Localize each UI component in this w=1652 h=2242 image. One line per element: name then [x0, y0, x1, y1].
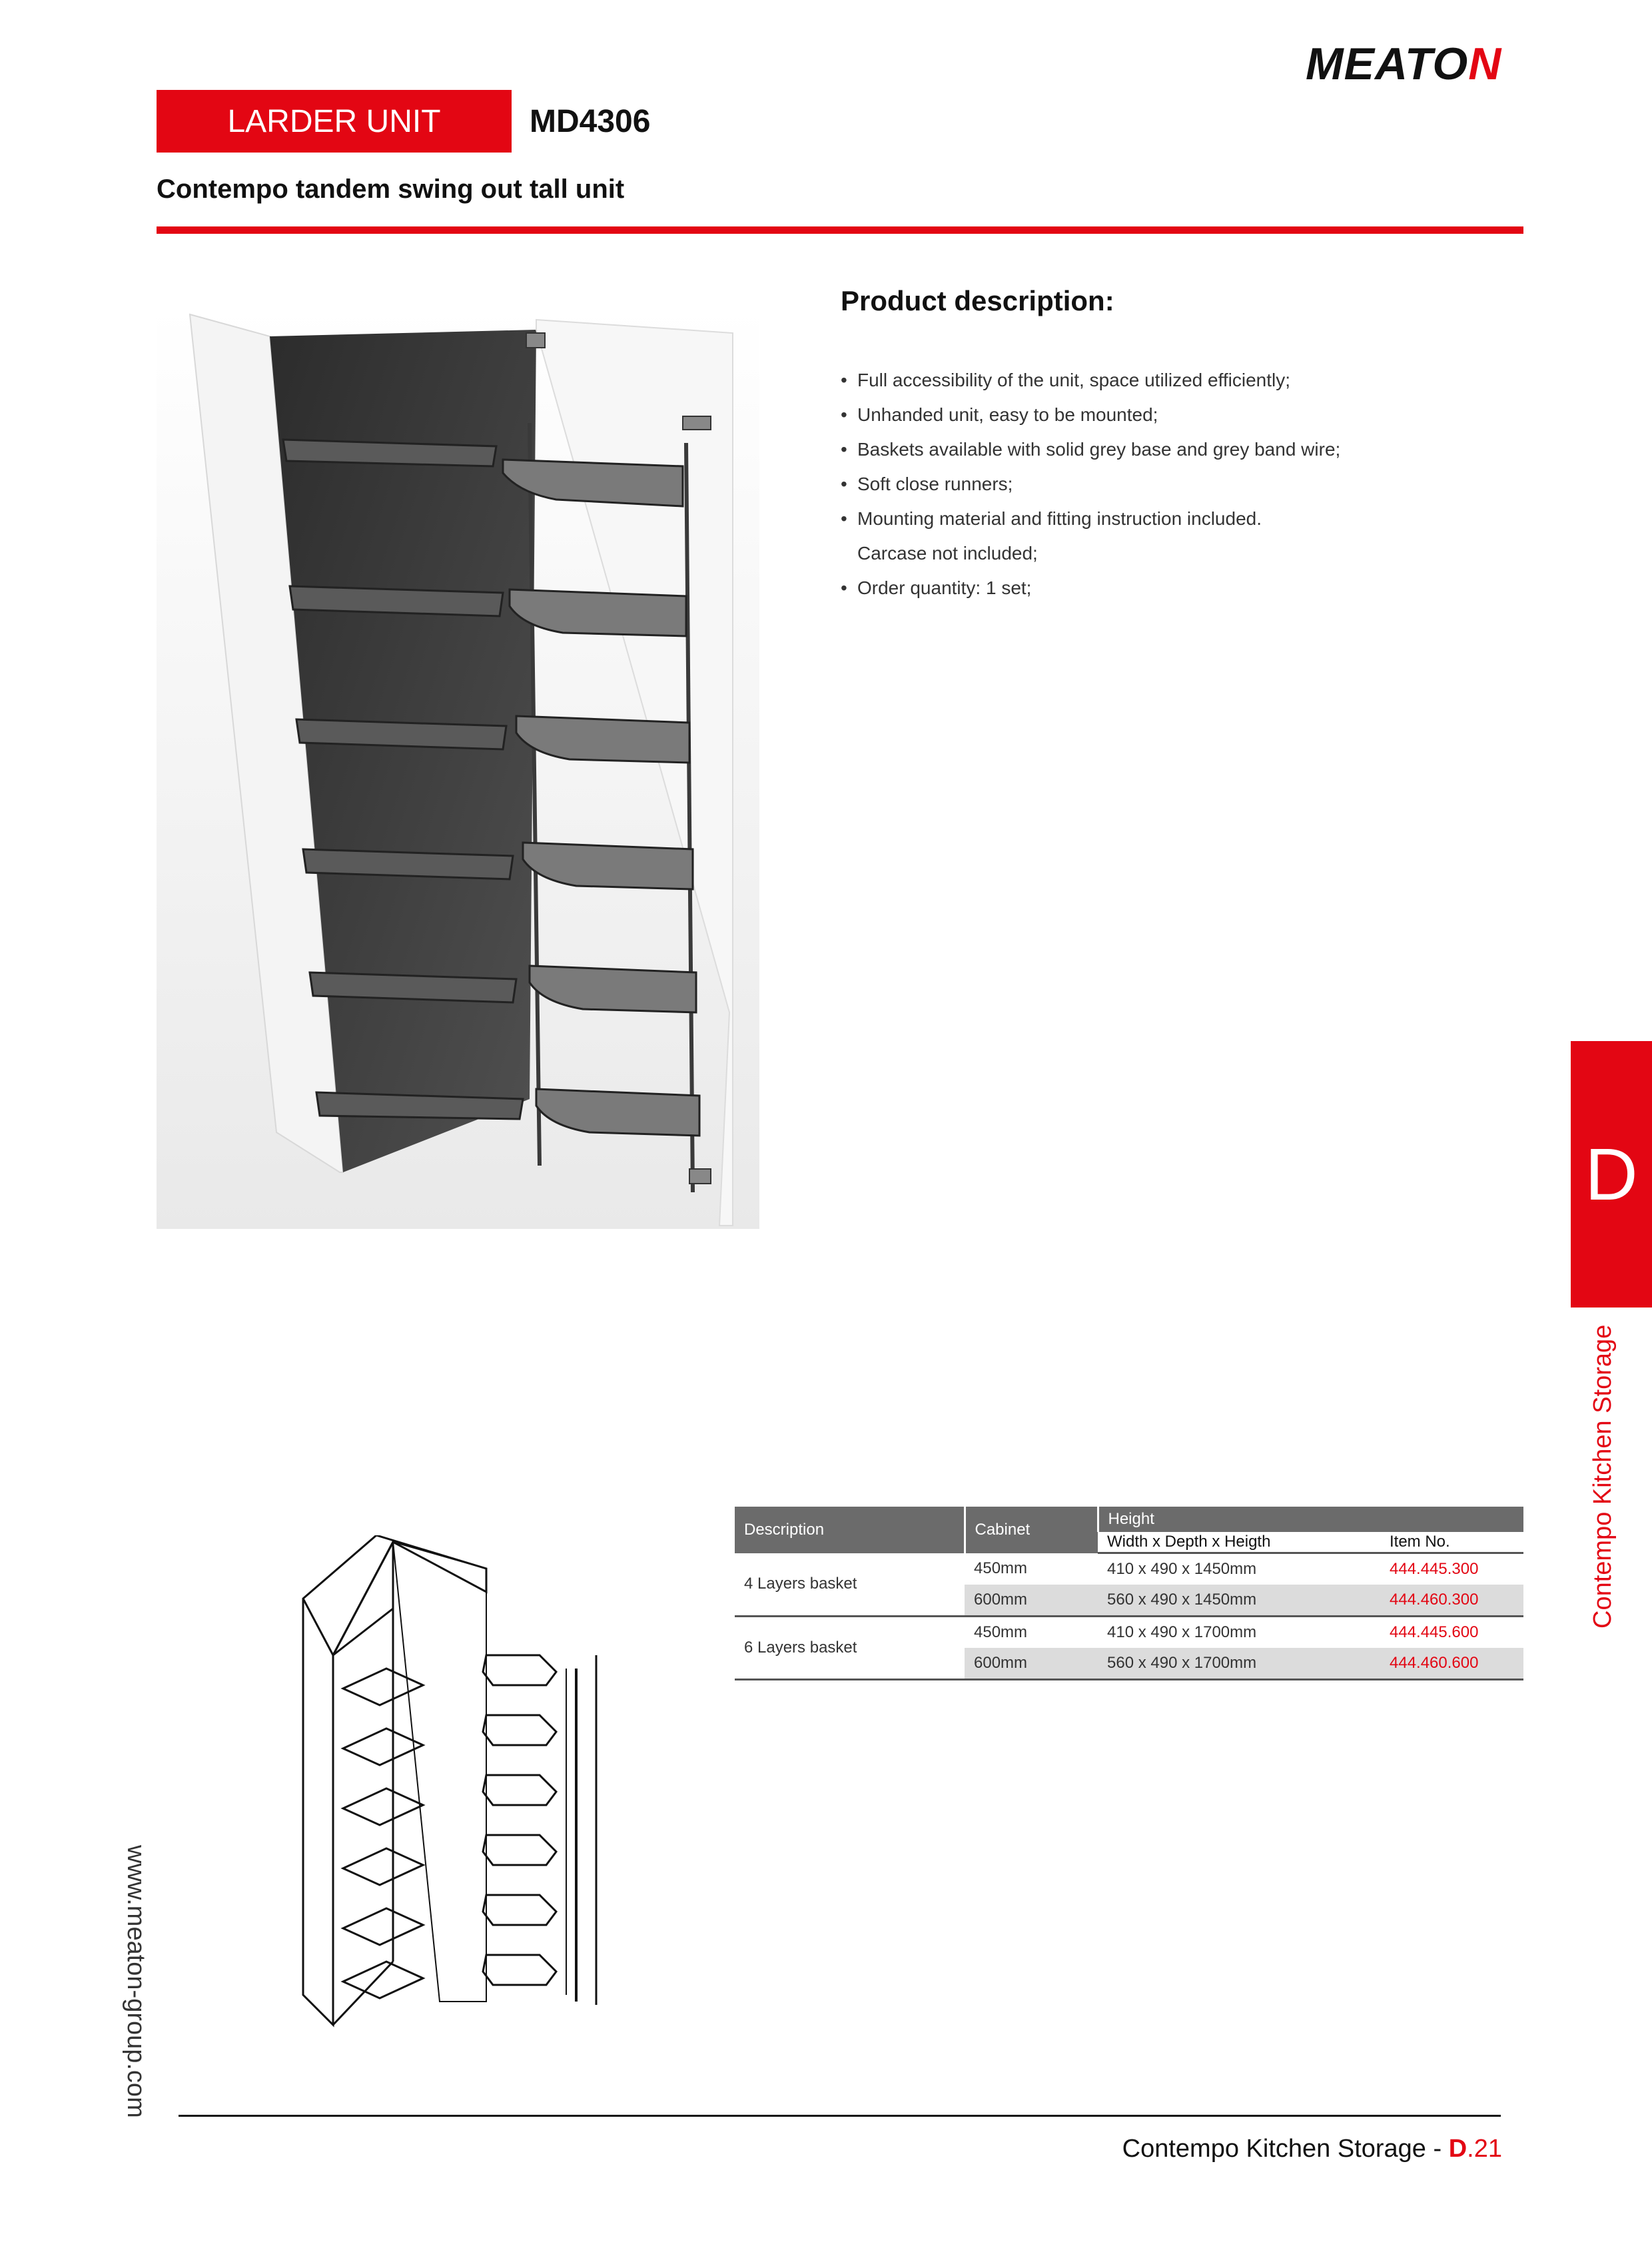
logo-accent-letter: N — [1468, 39, 1502, 89]
footer-page-number: .21 — [1467, 2135, 1502, 2163]
section-tab — [1571, 1041, 1652, 1308]
row-cabinet: 450mm — [974, 1559, 1028, 1578]
section-letter: D — [1585, 1133, 1638, 1216]
footer-page-letter: D — [1448, 2135, 1467, 2163]
row-cabinet: 450mm — [974, 1623, 1028, 1641]
model-number: MD4306 — [530, 104, 651, 139]
list-item: • Mounting material and fitting instruction included. — [841, 508, 1262, 529]
list-item: • Full accessibility of the unit, space utilized efficiently; — [841, 370, 1291, 390]
list-item: • Unhanded unit, easy to be mounted; — [841, 404, 1158, 425]
product-photo — [157, 306, 759, 1229]
technical-drawing — [293, 1535, 626, 2028]
product-description-title: Product description: — [841, 285, 1114, 316]
meaton-logo — [1306, 41, 1501, 87]
category-label: LARDER UNIT — [227, 103, 441, 139]
list-item: • Soft close runners; — [841, 474, 1013, 494]
row-cabinet: 600mm — [965, 1585, 1098, 1617]
list-item-continuation: Carcase not included; — [857, 543, 1038, 563]
header-divider — [157, 226, 1523, 234]
row-dimensions: 410 x 490 x 1450mm — [1107, 1560, 1257, 1578]
table-row — [735, 1553, 1523, 1585]
row-dimensions: 560 x 490 x 1450mm — [1098, 1585, 1380, 1617]
row-cabinet: 600mm — [965, 1648, 1098, 1680]
spec-table — [735, 1507, 1523, 1681]
header-description: Description — [735, 1507, 965, 1553]
section-label: Contempo Kitchen Storage — [1589, 1324, 1617, 1629]
row-dimensions: 410 x 490 x 1700mm — [1107, 1623, 1257, 1641]
header-item-no: Item No. — [1380, 1532, 1523, 1553]
footer-divider — [179, 2115, 1501, 2117]
category-tag — [157, 90, 512, 153]
list-item: • Baskets available with solid grey base and grey band wire; — [841, 439, 1341, 460]
list-item: • Order quantity: 1 set; — [841, 577, 1032, 598]
product-subtitle: Contempo tandem swing out tall unit — [157, 175, 625, 204]
header-height: Height — [1098, 1507, 1523, 1532]
row-dimensions: 560 x 490 x 1700mm — [1098, 1648, 1380, 1680]
header-cabinet: Cabinet — [965, 1507, 1098, 1553]
row-item-no: 444.460.300 — [1380, 1585, 1523, 1617]
row-item-no: 444.445.600 — [1390, 1623, 1479, 1641]
logo-text: MEATO — [1306, 39, 1469, 89]
row-description: 6 Layers basket — [735, 1617, 965, 1680]
table-row — [735, 1617, 1523, 1649]
footer-section-name: Contempo Kitchen Storage - — [1122, 2135, 1449, 2163]
row-item-no: 444.460.600 — [1380, 1648, 1523, 1680]
product-description-list — [841, 363, 1340, 605]
header-dimensions: Width x Depth x Heigth — [1098, 1532, 1380, 1553]
page-footer — [1122, 2135, 1502, 2163]
row-description: 4 Layers basket — [735, 1553, 965, 1617]
website-url: www.meaton-group.com — [122, 1845, 150, 2118]
row-item-no: 444.445.300 — [1390, 1560, 1479, 1578]
